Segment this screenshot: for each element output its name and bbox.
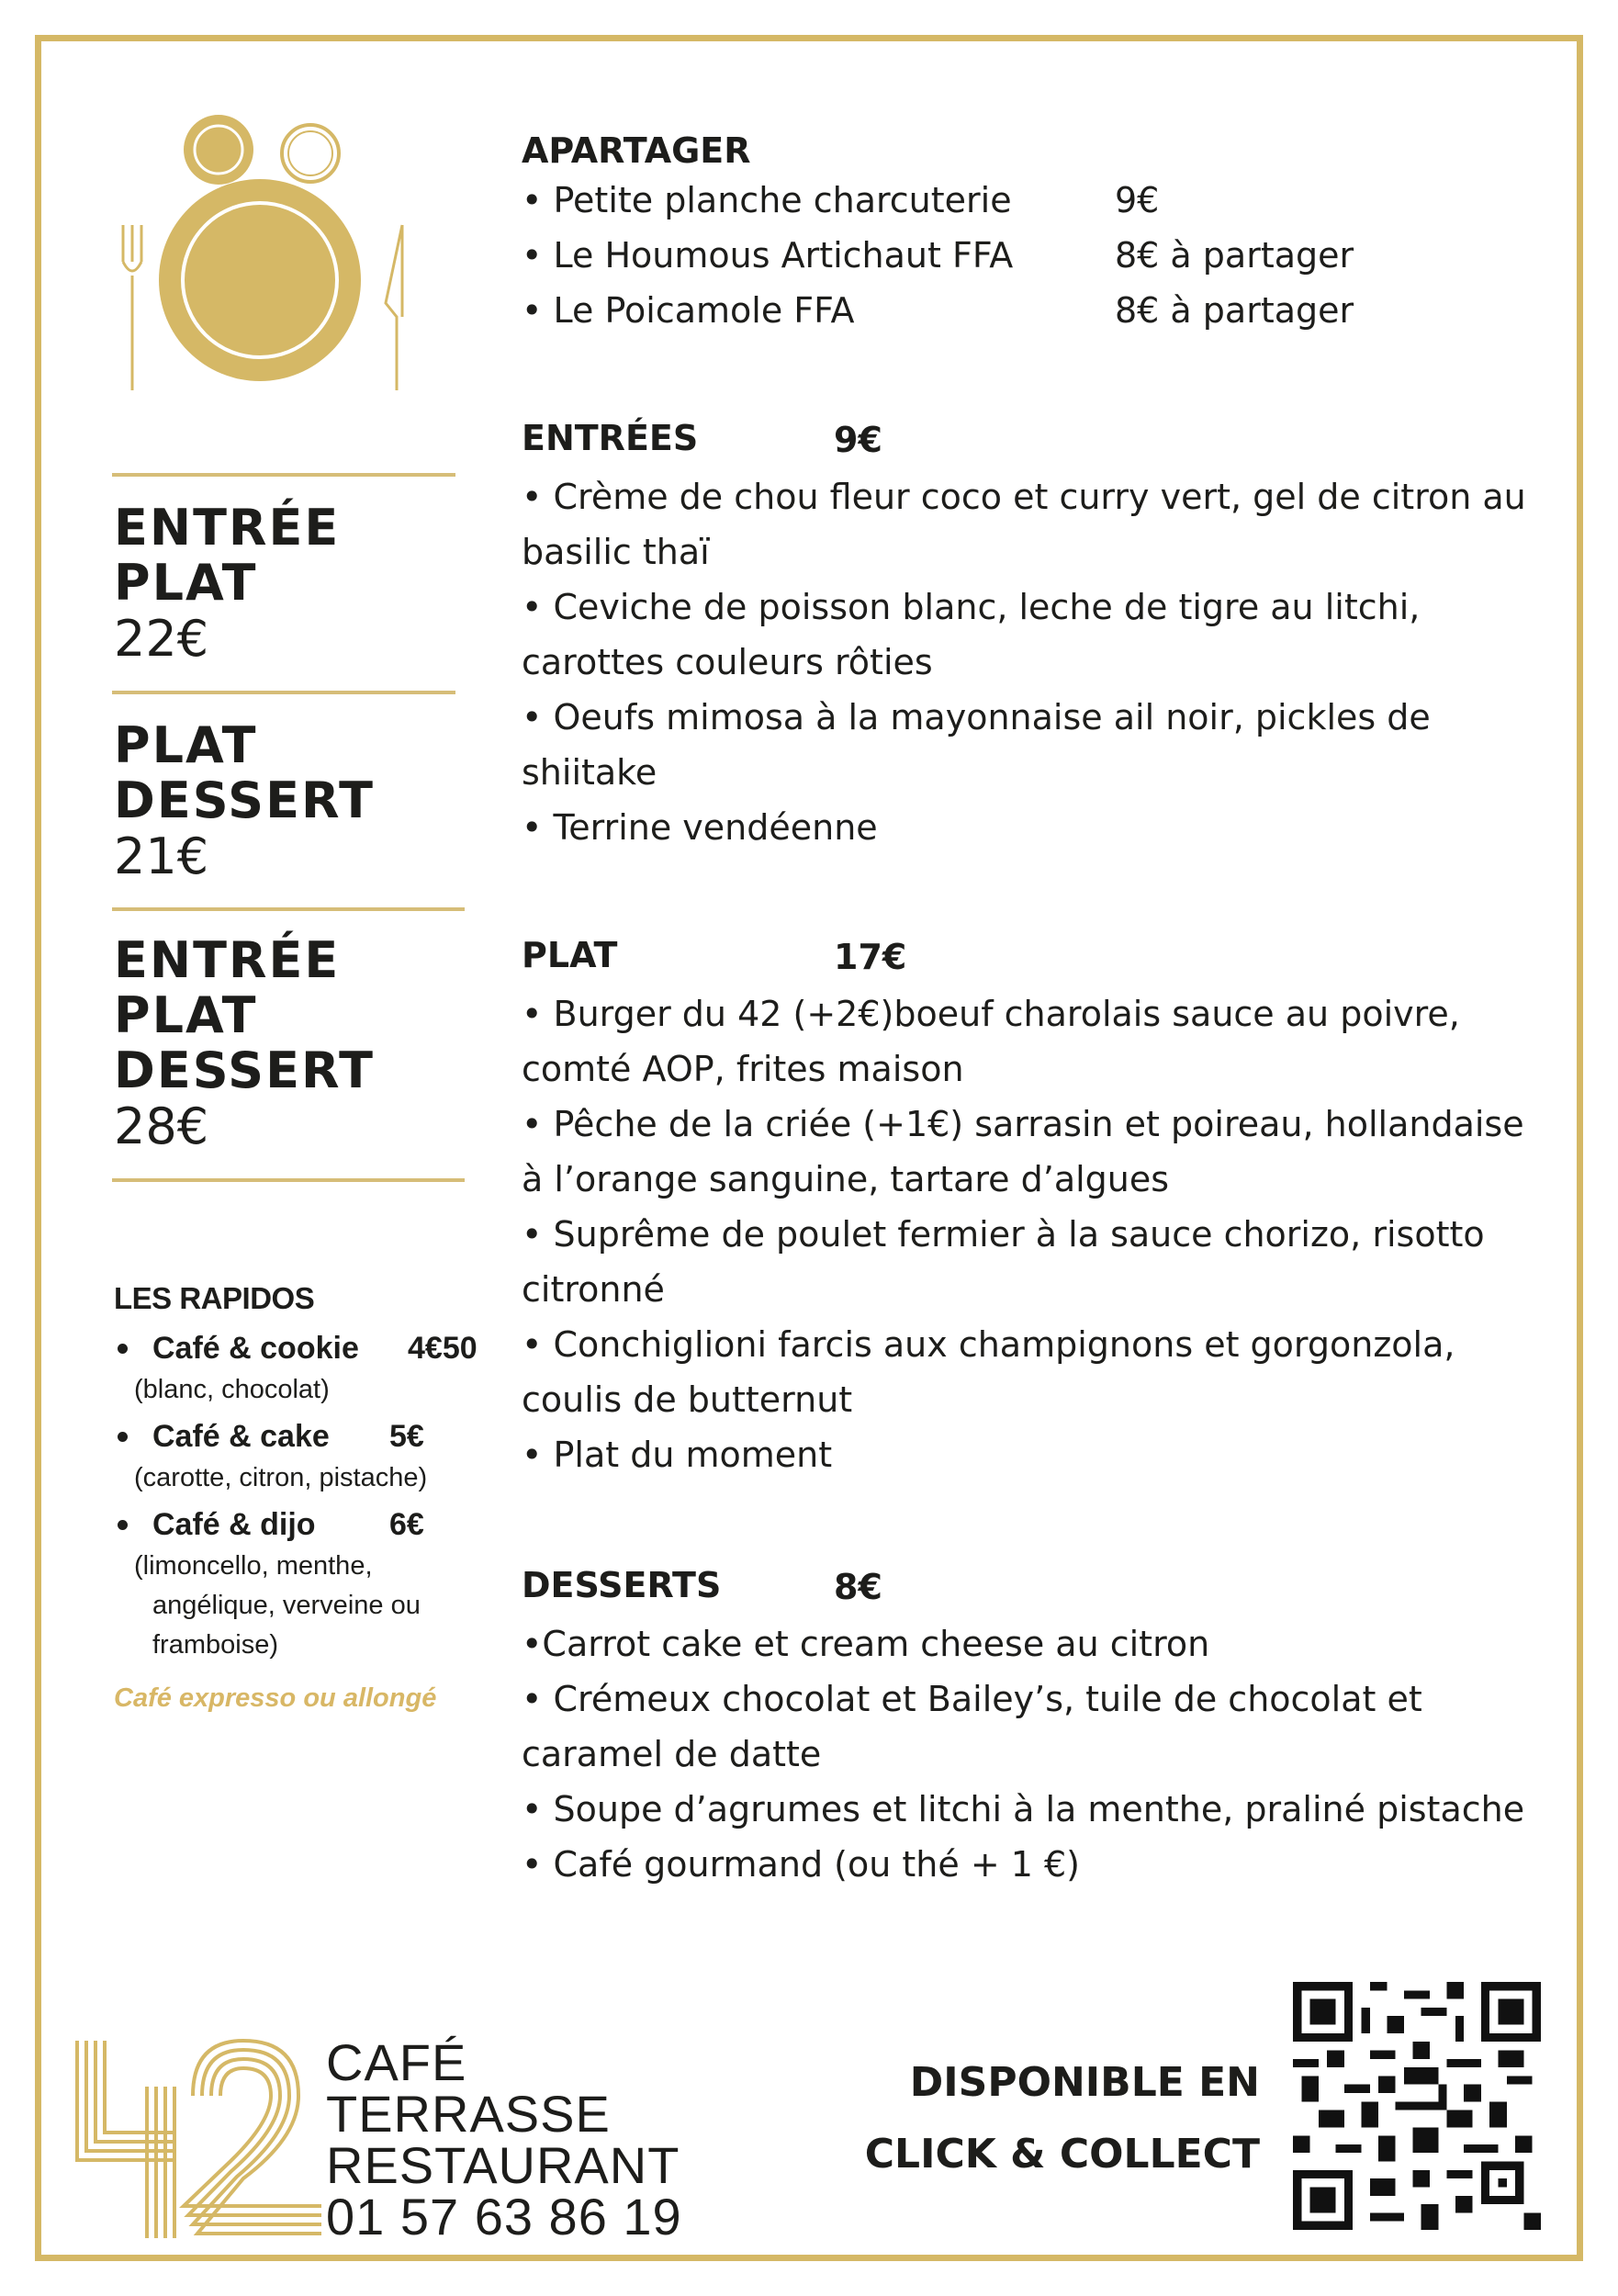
menu-item: • Petite planche charcuterie 9€ [522,180,1160,220]
formula-entree-plat: ENTRÉE PLAT 22€ [114,499,341,668]
section-title: APARTAGER [522,130,751,171]
rapidos-item: Café & dijo 6€ [114,1503,500,1547]
rapidos-section: LES RAPIDOS Café & cookie 4€50 (blanc, chocolat) Café & cake 5€ (carotte, citron, pistache) Café & dijo 6€ (limoncello, menthe, angélique, verveine ou framboise) Café expresso ou allongé [114,1281,500,1714]
plat-section: PLAT 17€ • Burger du 42 (+2€)boeuf charolais sauce au poivre, comté AOP, frites maison • Pêche de la criée (+1€) sarrasin et poireau, hollandaise à l’orange sanguine, tartare d’algues • Suprême de poulet fermier à la sauce chorizo, risotto citronné • Conchiglioni farcis aux champignons et gorgonzola, coulis de butternut • Plat du moment [522,935,1524,1475]
section-price: 9€ [834,420,882,460]
divider [112,473,455,477]
brand-cafe: CAFÉ [326,2033,467,2091]
rapidos-item: Café & cake 5€ [114,1415,500,1458]
qr-code-icon[interactable] [1293,1982,1541,2230]
menu-item: • Le Houmous Artichaut FFA 8€ à partager [522,235,1354,276]
section-title: DESSERTS [522,1565,722,1605]
formula-plat-dessert: PLAT DESSERT 21€ [114,716,375,885]
click-collect-line-2: CLICK & COLLECT [864,2131,1260,2178]
bullet-icon [118,1432,128,1442]
section-price: 17€ [834,937,907,977]
apartager-section [522,130,1559,338]
brand-restaurant: RESTAURANT [326,2136,680,2194]
divider [112,691,455,694]
rapidos-note: Café expresso ou allongé [114,1683,437,1713]
brand-terrasse: TERRASSE [326,2085,611,2143]
desserts-section: DESSERTS 8€ •Carrot cake et cream cheese au citron • Crémeux chocolat et Bailey’s, tuile de chocolat et caramel de datte • Soupe d’agrumes et litchi à la menthe, praliné pistache • Café gourmand (ou thé + 1 €) [522,1565,1525,1885]
phone-number: 01 57 63 86 19 [326,2188,682,2245]
divider [112,1178,465,1182]
section-title: PLAT [522,935,618,975]
bullet-icon [118,1344,128,1354]
rapidos-item: Café & cookie 4€50 [114,1327,500,1370]
click-collect-line-1: DISPONIBLE EN [909,2059,1260,2106]
plate-cutlery-logo [110,106,413,400]
entrees-section: ENTRÉES 9€ • Crème de chou fleur coco et curry vert, gel de citron au basilic thaï • Ceviche de poisson blanc, leche de tigre au litchi, carottes couleurs rôties • Oeufs mimosa à la mayonnaise ail noir, pickles de shiitake • Terrine vendéenne [522,418,1526,848]
menu-item: • Le Poicamole FFA 8€ à partager [522,290,1354,331]
section-price: 8€ [834,1567,882,1607]
rapidos-title: LES RAPIDOS [114,1281,315,1315]
logo-42 [73,2032,331,2243]
formula-entree-plat-dessert: ENTRÉE PLAT DESSERT 28€ [114,931,375,1155]
bullet-icon [118,1520,128,1530]
section-title: ENTRÉES [522,418,699,458]
divider [112,907,465,911]
